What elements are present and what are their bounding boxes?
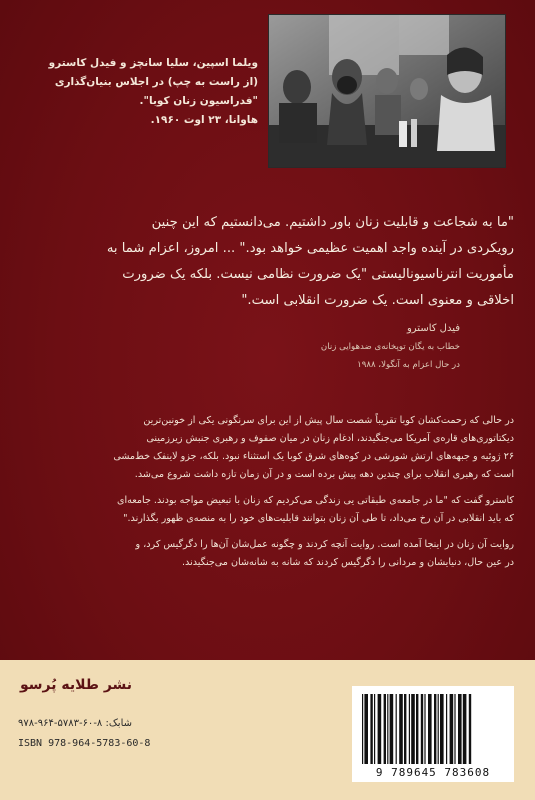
blurb-line: در حالی که زحمت‌کشان کوبا تقریباً شصت سال پیش از این برای سرنگونی یکی از خونین‌ترین xyxy=(143,415,514,426)
photo-illustration xyxy=(269,15,505,167)
barcode-bar xyxy=(421,694,423,764)
barcode-bar xyxy=(458,694,462,764)
barcode-bar xyxy=(428,694,432,764)
barcode-bar xyxy=(469,694,471,764)
barcode-bar xyxy=(446,694,447,764)
blurb-text xyxy=(22,404,514,580)
barcode-digits: 9 789645 783608 xyxy=(375,766,491,779)
attribution-name: فیدل کاسترو xyxy=(406,323,460,334)
blurb-line: کاسترو گفت که "ما در جامعه‌ی طبقاتی‌ یی زندگی می‌کردیم که زنان با تبعیض مواجه بودند. جامعه‌ای xyxy=(116,495,514,506)
barcode xyxy=(352,686,514,782)
blurb-line: است که رهبری انقلاب برای چندین دهه پیش برده است و در آن زمان تازه داشت شروع می‌شد. xyxy=(134,469,514,480)
barcode-bar xyxy=(364,694,368,764)
barcode-bar xyxy=(454,694,455,764)
blurb-line: در عین حال، دنیایشان و مردانی را دگرگیس کردند که شانه به شانه‌شان می‌جنگیدند. xyxy=(181,557,514,568)
blurb-line: ۲۶ ژوئیه و جبهه‌های ارتش شورشی در کوه‌های شرق کوبا یک استثناء نبود. بلکه، جزو لاینفک خط‌مشی xyxy=(113,451,514,462)
barcode-bar xyxy=(438,694,439,764)
attribution-line-2: در حال اعزام به آنگولا، ۱۹۸۸ xyxy=(357,360,460,370)
quote-line: رویکردی در آینده واجد اهمیت عظیمی خواهد بود." ... امروز، اعزام شما به xyxy=(106,241,514,256)
attribution-line-1: خطاب به یگان توپخانه‌ی ضدهوایی زنان xyxy=(320,342,460,352)
barcode-bar xyxy=(440,694,444,764)
barcode-bar xyxy=(378,694,382,764)
barcode-bar xyxy=(387,694,388,764)
barcode-bar xyxy=(404,694,406,764)
barcode-bar xyxy=(396,694,397,764)
publisher-logo: نشر طلایه پُرسو xyxy=(20,677,133,693)
caption-line: "فدراسیون زنان کوبا". xyxy=(139,95,258,107)
blurb-line: روایت آن زنان در اینجا آمده است. روایت آنچه کردند و چگونه عمل‌شان آن‌ها را دگرگیس کرد، و xyxy=(135,539,514,550)
blurb-line: که باید انقلابی در آن رخ می‌داد، تا طی آن زنان بتوانند قابلیت‌های خود را به منصه‌ی ظهور بگذارند." xyxy=(123,513,514,524)
barcode-bar xyxy=(424,694,425,764)
barcode-bar xyxy=(450,694,454,764)
photo-caption xyxy=(48,54,258,130)
barcode-bar xyxy=(399,694,403,764)
barcode-bar xyxy=(362,694,363,764)
barcode-bar xyxy=(411,694,415,764)
barcode-bar xyxy=(434,694,436,764)
barcode-bar xyxy=(374,694,375,764)
barcode-bar xyxy=(409,694,410,764)
quote-line: مأموریت انترناسیونالیستی "یک ضرورت نظامی نیست. بلکه یک ضرورت xyxy=(122,267,514,282)
barcode-bar xyxy=(370,694,372,764)
historical-photo xyxy=(268,14,506,168)
barcode-bar xyxy=(390,694,394,764)
isbn-english: ISBN 978-964-5783-60-8 xyxy=(18,738,151,749)
barcode-bars xyxy=(352,690,514,770)
caption-line: ویلما اسپین، سلیا سانچز و فیدل کاسترو xyxy=(48,57,258,69)
quote-line: اخلاقی و معنوی است. یک ضرورت انقلابی است." xyxy=(241,293,514,308)
quote-attribution xyxy=(40,320,460,374)
barcode-bar xyxy=(463,694,467,764)
quote-line: "ما به شجاعت و قابلیت زنان باور داشتیم. می‌دانستیم که این چنین xyxy=(151,215,514,230)
blurb-line: دیکتاتوری‌های قاره‌ی آمریکا می‌جنگیدند، ادغام زنان در میان صفوف و رهبری جنبش زیرزمینی xyxy=(146,433,514,444)
barcode-bar xyxy=(384,694,386,764)
barcode-bar xyxy=(416,694,418,764)
caption-line: (از راست به چپ) در اجلاس بنیان‌گذاری xyxy=(54,76,258,88)
quote-block xyxy=(24,210,514,314)
isbn-persian: شابک: ۸-۶۰-۵۷۸۳-۹۶۴-۹۷۸ xyxy=(18,718,133,729)
caption-line: هاوانا، ۲۳ اوت ۱۹۶۰. xyxy=(150,114,258,126)
